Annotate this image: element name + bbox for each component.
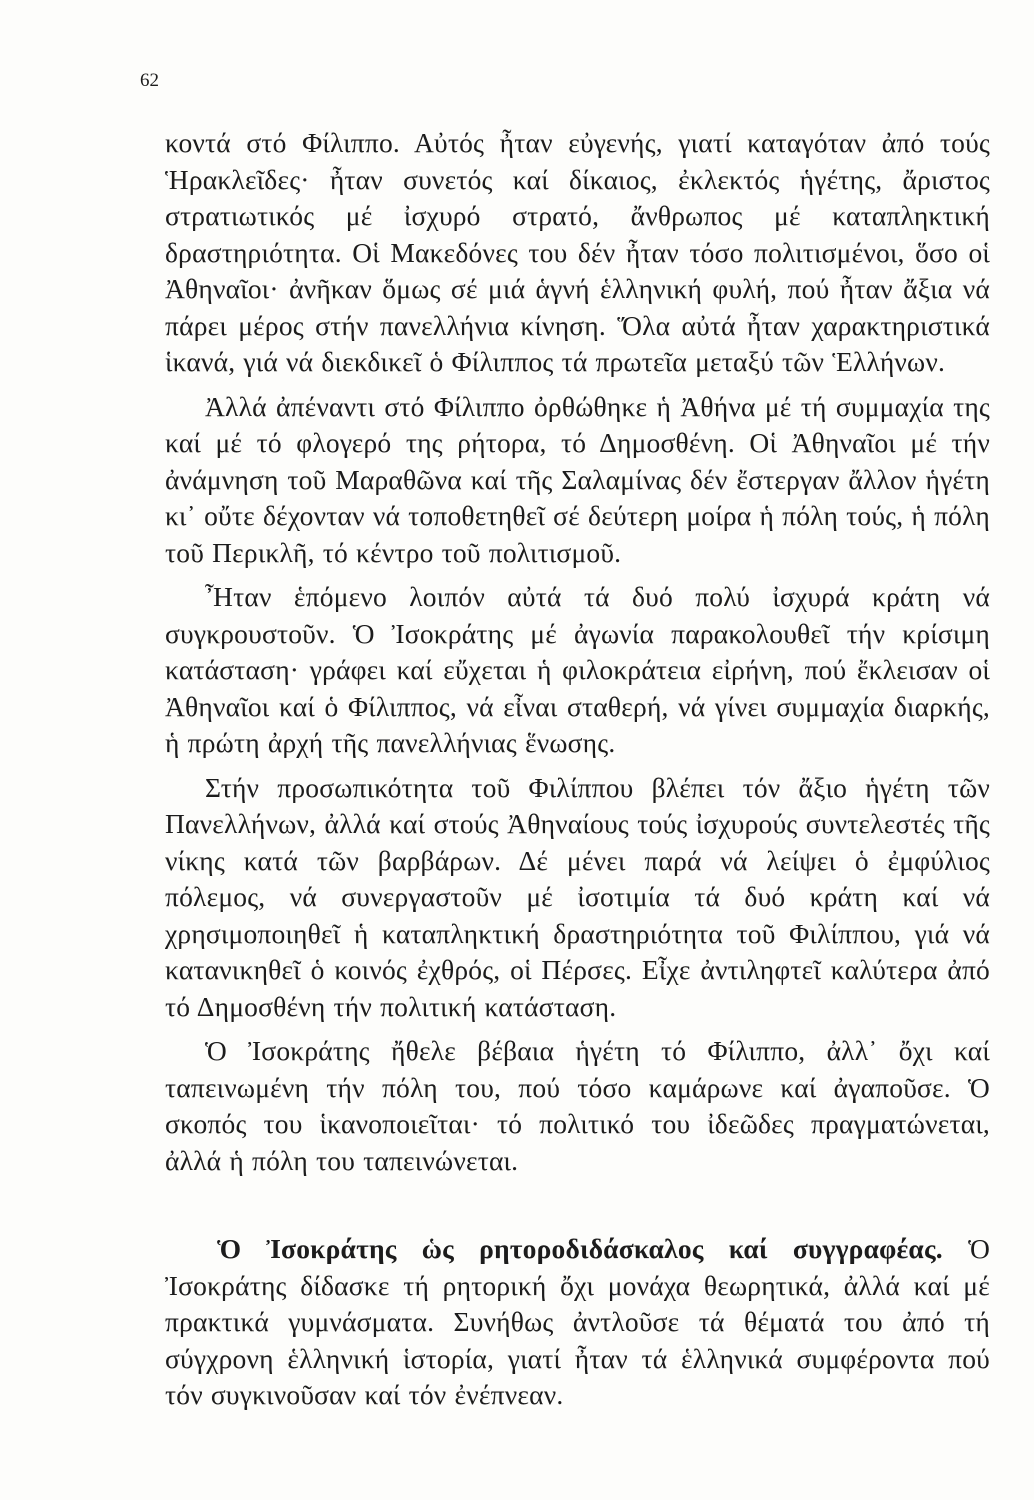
body-text xyxy=(165,125,990,1414)
section-paragraph xyxy=(165,1231,990,1414)
paragraph-3: Ἦταν ἑπόμενο λοιπόν αὐτά τά δυό πολύ ἰσχυρά κράτη νά συγκρουστοῦν. Ὁ Ἰσοκράτης μέ ἀγωνία παρακολουθεῖ τήν κρίσιμη κατάσταση· γράφει καί εὔχεται ἡ φιλοκράτεια εἰρήνη, πού ἔκλεισαν οἱ Ἀθηναῖοι καί ὁ Φίλιππος, νά εἶναι σταθερή, νά γίνει συμμαχία διαρκής, ἡ πρώτη ἀρχή τῆς πανελλήνιας ἕνωσης. xyxy=(165,581,990,758)
paragraph-5: Ὁ Ἰσοκράτης ἤθελε βέβαια ἡγέτη τό Φίλιππο, ἀλλ᾿ ὄχι καί ταπεινωμένη τήν πόλη του, πού τόσο καμάρωνε καί ἀγαποῦσε. Ὁ σκοπός του ἱκανοποιεῖται· τό πολιτικό του ἰδεῶδες πραγματώνεται, ἀλλά ἡ πόλη του ταπεινώνεται. xyxy=(165,1035,990,1176)
paragraph-1: κοντά στό Φίλιππο. Αὐτός ἦταν εὐγενής, γιατί καταγόταν ἀπό τούς Ἡρακλεῖδες· ἦταν συνετός καί δίκαιος, ἐκλεκτός ἡγέτης, ἄριστος στρατιωτικός μέ ἰσχυρό στρατό, ἄνθρωπος μέ καταπληκτική δραστηριότητα. Οἱ Μακεδόνες του δέν ἦταν τόσο πολιτισμένοι, ὅσο οἱ Ἀθηναῖοι· ἀνῆκαν ὅμως σέ μιά ἁγνή ἑλληνική φυλή, πού ἦταν ἄξια νά πάρει μέρος στήν πανελλήνια κίνηση. Ὅλα αὐτά ἦταν χαρακτηριστικά ἱκανά, γιά νά διεκδικεῖ ὁ Φίλιππος τά πρωτεῖα μεταξύ τῶν Ἑλλήνων. xyxy=(165,127,990,377)
section-heading: Ὁ Ἰσοκράτης ὡς ρητοροδιδάσκαλος καί συγγραφέας. xyxy=(217,1233,943,1264)
paragraph-4: Στήν προσωπικότητα τοῦ Φιλίππου βλέπει τόν ἄξιο ἡγέτη τῶν Πανελλήνων, ἀλλά καί στούς Ἀθηναίους τούς ἰσχυρούς συντελεστές τῆς νίκης κατά τῶν βαρβάρων. Δέ μένει παρά νά λείψει ὁ ἐμφύλιος πόλεμος, νά συνεργαστοῦν μέ ἰσοτιμία τά δυό κράτη καί νά χρησιμοποιηθεῖ ἡ καταπληκτική δραστηριότητα τοῦ Φιλίππου, γιά νά κατανικηθεῖ ὁ κοινός ἐχθρός, οἱ Πέρσες. Εἶχε ἀντιληφτεῖ καλύτερα ἀπό τό Δημοσθένη τήν πολιτική κατάσταση. xyxy=(165,771,990,1022)
paragraph-2: Ἀλλά ἀπέναντι στό Φίλιππο ὀρθώθηκε ἡ Ἀθήνα μέ τή συμμαχία της καί μέ τό φλογερό της ρήτορα, τό Δημοσθένη. Οἱ Ἀθηναῖοι μέ τήν ἀνάμνηση τοῦ Μαραθῶνα καί τῆς Σαλαμίνας δέν ἔστεργαν ἄλλον ἡγέτη κι᾿ οὔτε δέχονταν νά τοποθετηθεῖ σέ δεύτερη μοίρα ἡ πόλη τούς, ἡ πόλη τοῦ Περικλῆ, τό κέντρο τοῦ πολιτισμοῦ. xyxy=(165,390,990,568)
page-number: 62 xyxy=(140,70,159,91)
section-text: Ὁ Ἰσοκράτης δίδασκε τή ρητορική ὄχι μονάχα θεωρητικά, ἀλλά καί μέ πρακτικά γυμνάσματα. Συνήθως ἀντλοῦσε τά θέματά του ἀπό τή σύγχρονη ἑλληνική ἱστορία, γιατί ἦταν τά ἑλληνικά συμφέροντα πού τόν συγκινοῦσαν καί τόν ἐνέπνεαν. xyxy=(165,1233,991,1410)
